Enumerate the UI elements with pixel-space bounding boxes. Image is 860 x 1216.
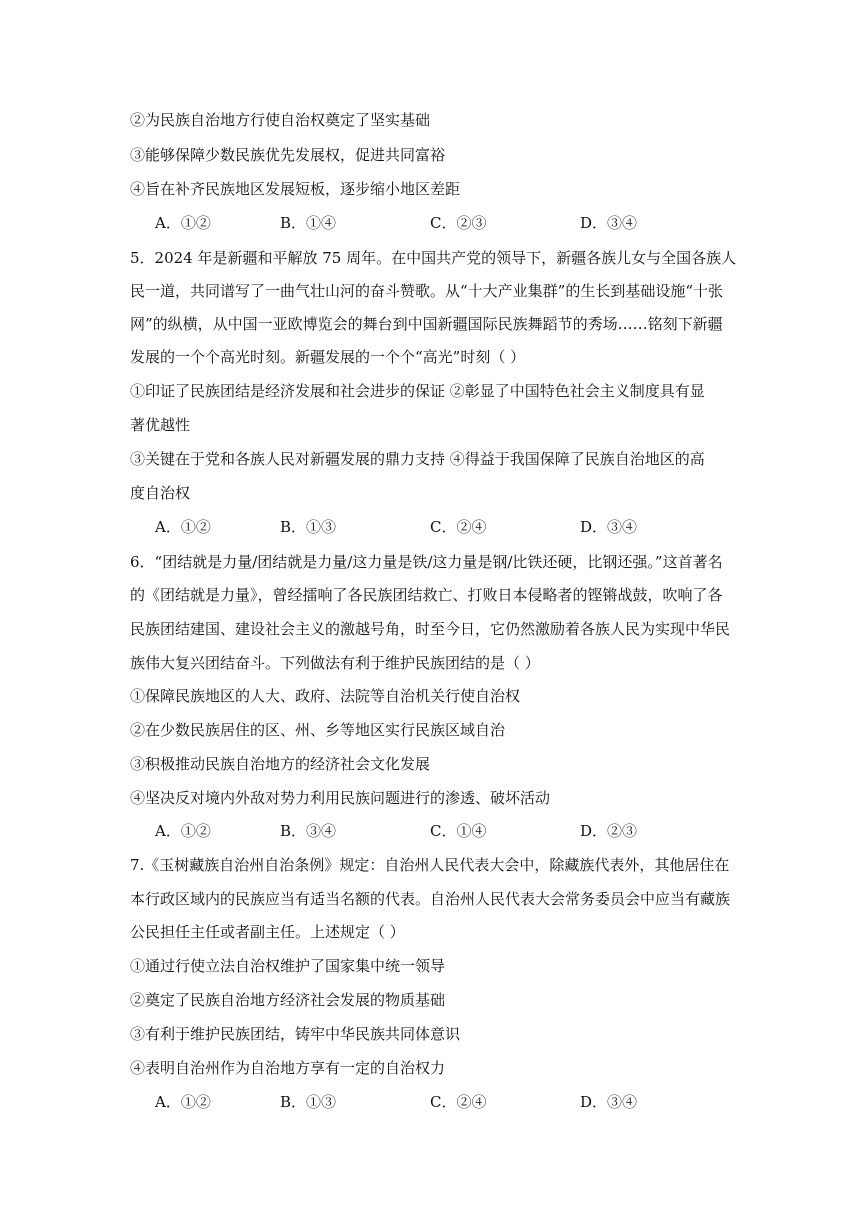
statement-3: ③能够保障少数民族优先发展权，促进共同富裕 (130, 146, 446, 164)
statement-4: ④旨在补齐民族地区发展短板，逐步缩小地区差距 (130, 180, 461, 198)
q6-options (155, 821, 755, 841)
q5-option-b[interactable]: B．①③ (280, 518, 337, 536)
q6-stem-line-4: 族伟大复兴团结奋斗。下列做法有利于维护民族团结的是（ ） (130, 654, 540, 672)
q6-statement-2: ②在少数民族居住的区、州、乡等地区实行民族区域自治 (130, 721, 506, 739)
q7-statement-4: ④表明自治州作为自治地方享有一定的自治权力 (130, 1059, 446, 1077)
q5-option-d[interactable]: D．③④ (580, 518, 638, 536)
q7-statement-3: ③有利于维护民族团结，铸牢中华民族共同体意识 (130, 1025, 461, 1043)
q5-stem-line-2: 民一道，共同谱写了一曲气壮山河的奋斗赞歌。从“十大产业集群”的生长到基础设施“十张 (130, 282, 724, 300)
q7-option-a[interactable]: A．①② (155, 1093, 211, 1111)
q6-statement-4: ④坚决反对境内外敌对势力利用民族问题进行的渗透、破坏活动 (130, 789, 551, 807)
q7-option-b[interactable]: B．①③ (280, 1093, 337, 1111)
q7-option-d[interactable]: D．③④ (580, 1093, 638, 1111)
q6-stem-line-1: 6．“团结就是力量/团结就是力量/这力量是铁/这力量是钢/比铁还硬，比钢还强。”这首著名 (130, 553, 723, 571)
q5-option-c[interactable]: C．②④ (430, 518, 487, 536)
q6-stem-line-2: 的《团结就是力量》，曾经擂响了各民族团结救亡、打败日本侵略者的铿锵战鼓，吹响了各 (130, 586, 723, 604)
q7-stem-line-2: 本行政区域内的民族应当有适当名额的代表。自治州人民代表大会常务委员会中应当有藏族 (130, 890, 731, 908)
q5-options (155, 517, 755, 537)
q4-options (155, 213, 755, 233)
q6-option-d[interactable]: D．②③ (580, 822, 638, 840)
q7-options (155, 1092, 755, 1112)
q5-statement-line-2: 著优越性 (130, 416, 191, 434)
q5-statement-line-3: ③关键在于党和各族人民对新疆发展的鼎力支持 ④得益于我国保障了民族自治地区的高 (130, 450, 705, 468)
statement-2: ②为民族自治地方行使自治权奠定了坚实基础 (130, 111, 431, 129)
q7-statement-1: ①通过行使立法自治权维护了国家集中统一领导 (130, 957, 446, 975)
q5-statement-line-4: 度自治权 (130, 484, 191, 502)
q6-statement-1: ①保障民族地区的人大、政府、法院等自治机关行使自治权 (130, 687, 521, 705)
q4-option-b[interactable]: B．①④ (280, 214, 337, 232)
q6-option-c[interactable]: C．①④ (430, 822, 487, 840)
q4-option-a[interactable]: A．①② (155, 214, 211, 232)
q7-stem-line-1: 7.《玉树藏族自治州自治条例》规定：自治州人民代表大会中，除藏族代表外，其他居住在 (130, 856, 730, 874)
q5-stem-line-3: 网”的纵横，从中国一亚欧博览会的舞台到中国新疆国际民族舞蹈节的秀场……铭刻下新疆 (130, 315, 723, 333)
q7-stem-line-3: 公民担任主任或者副主任。上述规定（ ） (130, 923, 405, 941)
q4-option-c[interactable]: C．②③ (430, 214, 487, 232)
q7-option-c[interactable]: C．②④ (430, 1093, 487, 1111)
q6-stem-line-3: 民族团结建国、建设社会主义的激越号角，时至今日，它仍然激励着各族人民为实现中华民 (130, 620, 731, 638)
q6-option-b[interactable]: B．③④ (280, 822, 337, 840)
q4-option-d[interactable]: D．③④ (580, 214, 638, 232)
q5-stem-line-4: 发展的一个个高光时刻。新疆发展的一个个“高光”时刻（ ） (130, 348, 526, 366)
q5-statement-line-1: ①印证了民族团结是经济发展和社会进步的保证 ②彰显了中国特色社会主义制度具有显 (130, 382, 705, 400)
q5-stem-line-1: 5．2024 年是新疆和平解放 75 周年。在中国共产党的领导下，新疆各族儿女与全国各族人 (130, 249, 737, 267)
q5-option-a[interactable]: A．①② (155, 518, 211, 536)
q6-statement-3: ③积极推动民族自治地方的经济社会文化发展 (130, 755, 431, 773)
q7-statement-2: ②奠定了民族自治地方经济社会发展的物质基础 (130, 991, 446, 1009)
q6-option-a[interactable]: A．①② (155, 822, 211, 840)
